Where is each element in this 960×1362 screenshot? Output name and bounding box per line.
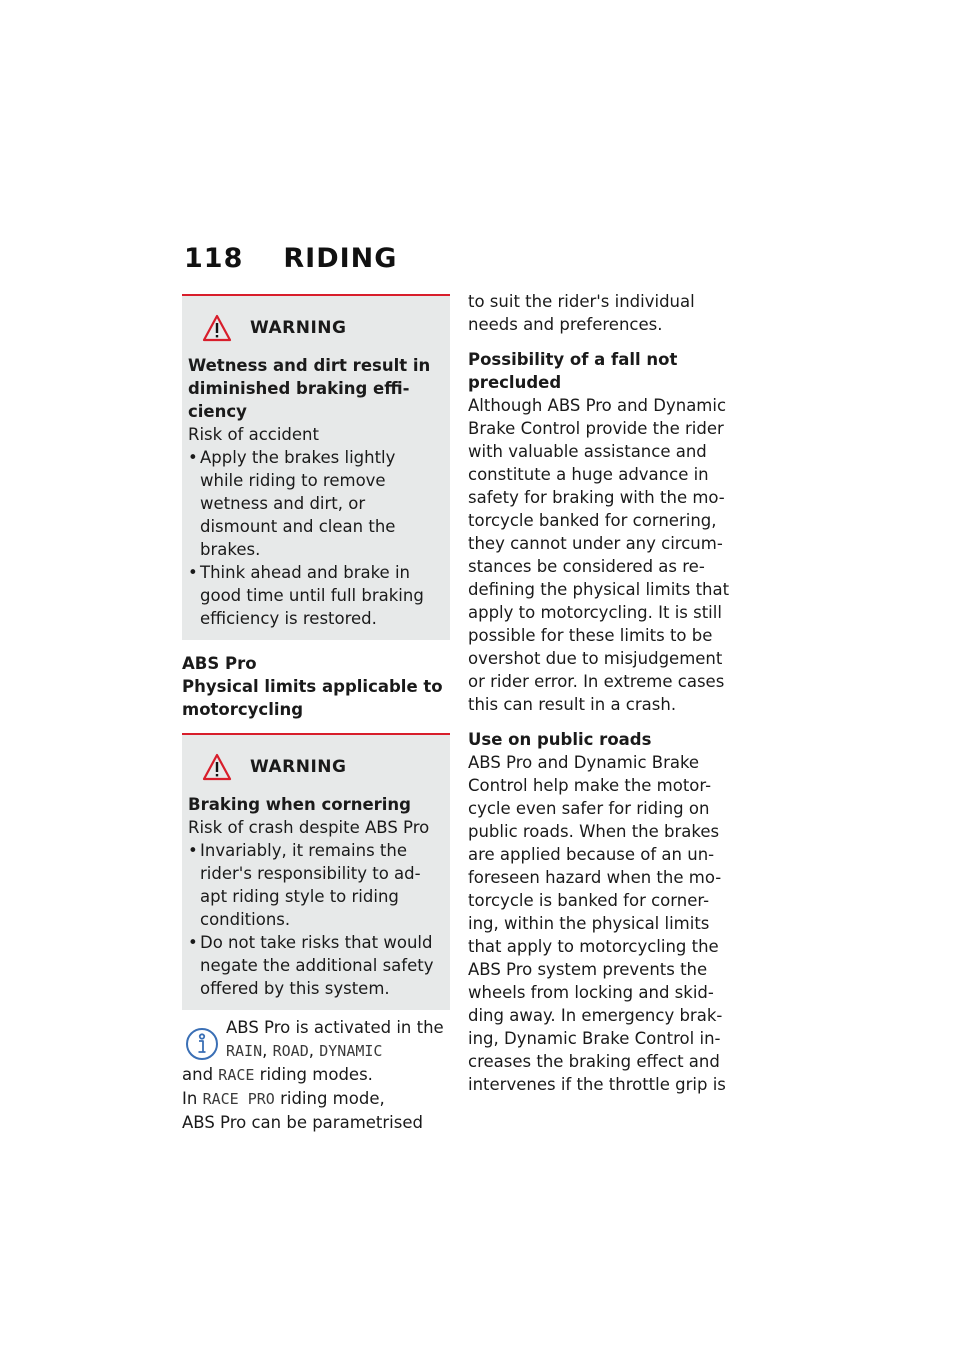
warning-triangle-icon [202,753,232,781]
heading-fall-not-precluded [468,348,740,394]
text-line: are applied because of an un- [468,845,715,864]
list-line: • Apply the brakes lightly [200,448,396,467]
warning-heading-line: ciency [188,402,247,421]
text-line: overshot due to misjudgement [468,649,723,668]
list-line: good time until full braking [200,586,424,605]
list-item [188,561,444,630]
text-line: that apply to motorcycling the [468,937,719,956]
list-line: • Think ahead and brake in [200,563,410,582]
list-line: dismount and clean the [200,517,396,536]
note-word: In [182,1089,198,1108]
list-item [188,446,444,561]
note-word: riding modes. [259,1065,373,1084]
text-line: possible for these limits to be [468,626,713,645]
note-line: RAIN, ROAD, DYNAMIC [226,1041,383,1060]
text-line: or rider error. In extreme cases [468,672,725,691]
text-line: they cannot under any circum- [468,534,723,553]
warning-triangle-icon [202,314,232,342]
intro-paragraph [468,290,740,336]
warning-heading [188,354,444,423]
list-line: apt riding style to riding [200,887,399,906]
list-line: rider's responsibility to ad- [200,864,421,883]
public-paragraph [468,751,740,1096]
section-subheading [182,675,450,721]
warning-heading-line: diminished braking effi- [188,379,410,398]
warning-heading-line: Wetness and dirt result in [188,356,431,375]
warning-bullets [188,839,444,1000]
mode-rain: RAIN [226,1042,263,1060]
warning-bullets [188,446,444,630]
page-header [184,243,397,274]
text-line: intervenes if the throttle grip is [468,1075,726,1094]
section-title: RIDING [283,243,398,274]
list-line: • Do not take risks that would [200,933,433,952]
list-line: efficiency is restored. [200,609,377,628]
text-line: ABS Pro and Dynamic Brake [468,753,700,772]
text-line: constitute a huge advance in [468,465,709,484]
note-word: and [182,1065,214,1084]
warning-subtitle: Risk of crash despite ABS Pro [188,818,430,837]
text-line: with valuable assistance and [468,442,707,461]
text-line: ing, within the physical limits [468,914,710,933]
page-number: 118 [184,243,244,274]
right-column [468,290,740,1096]
text-line: public roads. When the brakes [468,822,720,841]
mode-race: RACE [218,1066,255,1084]
mode-race-pro: RACE PRO [202,1090,275,1108]
warning-heading: Braking when cornering [188,795,411,814]
left-column [182,294,450,1134]
text-line: apply to motorcycling. It is still [468,603,722,622]
warning-header [202,314,444,342]
text-line: torcycle is banked for corner- [468,891,710,910]
warning-title: WARNING [250,318,347,338]
text-line: Control help make the motor- [468,776,712,795]
note-line [182,1063,450,1087]
text-line: ing, Dynamic Brake Control in- [468,1029,721,1048]
section-heading-abs-pro: ABS Pro [182,654,257,673]
mode-road: ROAD [272,1042,309,1060]
text-line: defining the physical limits that [468,580,730,599]
text-line: foreseen hazard when the mo- [468,868,722,887]
text-line: Although ABS Pro and Dynamic [468,396,727,415]
text-line: wheels from locking and skid- [468,983,714,1002]
fall-paragraph [468,394,740,716]
list-line: wetness and dirt, or [200,494,366,513]
text-line: this can result in a crash. [468,695,677,714]
warning-box-wetness [182,294,450,640]
text-line: needs and preferences. [468,315,663,334]
text-line: torcycle banked for cornering, [468,511,717,530]
mode-dynamic: DYNAMIC [319,1042,383,1060]
warning-header [202,753,444,781]
heading-public-roads: Use on public roads [468,730,652,749]
list-line: negate the additional safety [200,956,434,975]
list-line: conditions. [200,910,291,929]
info-icon [184,1026,220,1062]
warning-subtitle: Risk of accident [188,425,319,444]
note-line: ABS Pro is activated in the [226,1018,444,1037]
heading-line: Possibility of a fall not [468,350,678,369]
text-line: ABS Pro system prevents the [468,960,708,979]
warning-box-cornering [182,733,450,1010]
text-line: ding away. In emergency brak- [468,1006,723,1025]
list-item [188,839,444,931]
list-line: offered by this system. [200,979,390,998]
note-line: ABS Pro can be parametrised [182,1113,423,1132]
heading-line: precluded [468,373,562,392]
note-line [182,1087,450,1111]
list-item [188,931,444,1000]
text-line: cycle even safer for riding on [468,799,710,818]
text-line: safety for braking with the mo- [468,488,725,507]
list-line: brakes. [200,540,261,559]
note-word: riding mode, [280,1089,385,1108]
warning-title: WARNING [250,757,347,777]
text-line: to suit the rider's individual [468,292,695,311]
list-line: while riding to remove [200,471,386,490]
text-line: stances be considered as re- [468,557,705,576]
list-line: • Invariably, it remains the [200,841,408,860]
text-line: Brake Control provide the rider [468,419,724,438]
subheading-line: Physical limits applicable to [182,677,443,696]
text-line: creases the braking effect and [468,1052,720,1071]
subheading-line: motorcycling [182,700,304,719]
info-note [182,1016,450,1134]
